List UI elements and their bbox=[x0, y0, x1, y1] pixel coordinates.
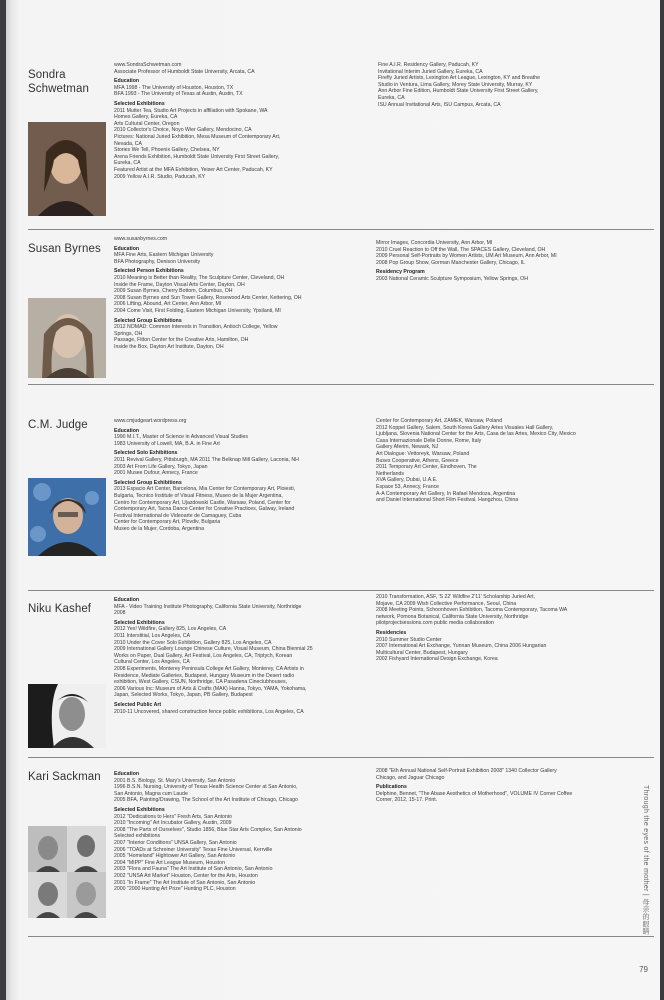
bio-line: BFA Photography, Denison University bbox=[114, 258, 201, 265]
bio-line: BFA 1993 - The University of Texas at Austin, Austin, TX bbox=[114, 91, 243, 98]
bio-line: Chicago, and Jaguar Chicago bbox=[376, 774, 445, 781]
bio-line: pilotprojectsessions.com public media collaboration bbox=[376, 620, 494, 627]
bio-line: Residence, Mediate Galleries, Budapest, Hungary Museum in the Desert radio bbox=[114, 672, 295, 679]
bio-heading: Education bbox=[114, 78, 140, 85]
bio-left-column bbox=[114, 62, 362, 180]
section-divider bbox=[28, 936, 654, 937]
artist-name: Sondra Schwetman bbox=[28, 69, 89, 95]
artist-photo bbox=[28, 684, 106, 748]
bio-heading: Selected Group Exhibitions bbox=[114, 317, 182, 324]
bio-heading: Selected Exhibitions bbox=[114, 100, 165, 107]
artist-section-niku-kashef bbox=[6, 594, 660, 754]
bio-line: Festival International de Videoarte de Camaguey, Cuba bbox=[114, 512, 242, 519]
bio-line: Centro for Contemporary Art, Ujazdowski Castle, Warsaw, Poland, Center for bbox=[114, 499, 291, 506]
artist-photo bbox=[28, 826, 106, 918]
bio-right-column bbox=[376, 240, 640, 283]
bio-line: Inside the Box, Dayton Art Institute, Dayton, OH bbox=[114, 343, 224, 350]
bio-line: 2003 Art From Life Gallery, Tokyo, Japan bbox=[114, 463, 208, 470]
section-divider bbox=[28, 229, 654, 230]
bio-line: 2009 Personal Self-Portraits by Women Artists, UM Art Museum, Ann Arbor, MI bbox=[376, 253, 557, 260]
bio-line: Museo de la Mujer, Cordoba, Argentina bbox=[114, 525, 204, 532]
bio-line: 2008 "Eth Annual National Self-Portrait Exhibition 2008" 1340 Collector Gallery bbox=[376, 768, 557, 774]
bio-line: Art Dialogue: Vettoreyk, Warsaw, Poland bbox=[376, 450, 470, 457]
bio-heading: Education bbox=[114, 597, 140, 603]
bio-heading: Residency Program bbox=[376, 269, 425, 276]
bio-line: 2010 Collector's Choice, Noyo Wier Gallery, Mendocino, CA bbox=[114, 127, 252, 134]
bio-line: Springs, OH bbox=[114, 330, 143, 337]
bio-line: 2004 Come Visit, First Folding, Eastern Michigan University, Ypsilanti, MI bbox=[114, 307, 281, 314]
bio-line: 1990 M.I.T., Master of Science in Advanced Visual Studies bbox=[114, 434, 248, 441]
bio-line: MFA Fine Arts, Eastern Michigan University bbox=[114, 252, 214, 259]
bio-line: 2006 "TOADs at Schreiner University" Texas Fine Universal, Kerrville bbox=[114, 846, 273, 853]
bio-line: Center for Contemporary Art, Plovdiv, Bulgaria bbox=[114, 519, 221, 526]
bio-line: Delphine, Bennet, "The Abase Aesthetics of Motherhood", VOLUME IV Corner Coffee bbox=[376, 790, 573, 797]
bio-line: www.SondraSchwetman.com bbox=[114, 62, 182, 68]
bio-line: network, Pomona Botanical, California State University, Northridge bbox=[376, 613, 529, 620]
artist-photo bbox=[28, 478, 106, 556]
bio-line: Bulgaria, Tecnico Institute of Visual Fitness, Museo de la Mujer Argentina, bbox=[114, 492, 283, 499]
bio-line: 2001 Musee Dufour, Annecy, France bbox=[114, 470, 198, 477]
bio-line: 2005 BFA, Painting/Drawing, The School of the Art Institute of Chicago, Chicago bbox=[114, 797, 298, 804]
bio-line: 1983 University of Lowell, MA, B.A. in Fine Art bbox=[114, 440, 220, 447]
bio-right-column bbox=[376, 418, 644, 504]
bio-line: Ljubljana, Slovenia National Center for the Arts, Casa de las Artes, Mexico City, Mexico bbox=[376, 431, 576, 438]
bio-line: Passage, Fitton Center for the Creative Arts, Hamilton, OH bbox=[114, 337, 249, 344]
bio-line: 1996 B.S.N. Nursing, University of Texas Health Science Center at San Antonio, bbox=[114, 784, 298, 791]
bio-line: 2009 Susan Byrnes, Cherry Bottom, Columbus, OH bbox=[114, 288, 233, 295]
bio-line: MFA - Video Training Institute Photography, California State University, Northridge bbox=[114, 603, 302, 610]
bio-line: 2006 Lifting, Abound, Art Center, Ann Arbor, MI bbox=[114, 301, 222, 308]
bio-line: Firefly Juried Artists, Lexington Art League, Lexington, KY and Breathe bbox=[378, 75, 540, 82]
bio-line: Mirror Images, Concordia University, Ann Arbor, MI bbox=[376, 240, 493, 246]
bio-line: 2010 Transformation, ASF, 'S 22' Wildfire 2'11' Scholarship Juried Art, bbox=[376, 594, 535, 600]
bio-line: 2005 "Homeland" Hightower Art Gallery, San Antonio bbox=[114, 853, 236, 860]
bio-line: Arena Friends Exhibition, Humboldt State University First Street Gallery, bbox=[114, 153, 280, 160]
bio-heading: Education bbox=[114, 245, 140, 252]
bio-left-column bbox=[114, 768, 368, 893]
bio-heading: Selected Exhibitions bbox=[114, 806, 165, 813]
bio-line: 2008 Susan Byrnes and Sun Tower Gallery, Rosewood Arts Center, Kettering, OH bbox=[114, 294, 302, 301]
bio-heading: Residencies bbox=[376, 629, 407, 636]
bio-line: 2004 "MIPP" Fine Art League Museum, Houston bbox=[114, 859, 225, 866]
bio-line: 2006 Various Inc: Museum of Arts & Crafts (MAK) Hanna, Tokyo, YAMA, Yokohama, bbox=[114, 685, 307, 692]
bio-line: 2010-11 Uncovered, shared construction fence public exhibitions, Los Angeles, CA bbox=[114, 708, 304, 715]
bio-line: 2012 Koppel Gallery, Salem, South Korea Gallery Artes Visuales Hall Gallery, bbox=[376, 424, 554, 431]
bio-line: Invitational Interim Juried Gallery, Eureka, CA bbox=[378, 68, 483, 75]
bio-line: Associate Professor of Humboldt State University, Arcata, CA bbox=[114, 68, 255, 75]
bio-heading: Education bbox=[114, 427, 140, 434]
bio-line: A-A Contemporary Art Gallery, In Rafael Mendoza, Argentina bbox=[376, 490, 516, 497]
bio-line: Japan, Selected Works, Tokyo, Japan, PB Gallery, Budapest bbox=[114, 692, 253, 699]
bio-line: Fine A.I.R. Residency Gallery, Paducah, KY bbox=[378, 62, 479, 68]
artist-photo bbox=[28, 298, 106, 378]
bio-line: Ann Arbor Fine Edition, Humboldt State University First Street Gallery, bbox=[378, 88, 539, 95]
vertical-book-title: Through the eyes of the mother | 母亲的眼睛 bbox=[642, 785, 649, 935]
bio-line: 2010 Under the Cover Solo Exhibition, Gallery 825, Los Angeles, CA bbox=[114, 639, 272, 646]
bio-line: Netherlands bbox=[376, 470, 404, 477]
bio-line: 2009 International Gallery Lounge Chinese Culture, Visual Museum, China Biennial 25 bbox=[114, 646, 313, 653]
bio-line: Mojave, CA 2009 Wish Collective Performance, Seoul, China bbox=[376, 600, 517, 607]
bio-line: 2013 Espacio Art Center, Barcelona, Mia Center for Contemporary Art, Ploiesti, bbox=[114, 486, 296, 493]
bio-heading: Selected Exhibitions bbox=[114, 619, 165, 626]
bio-heading: Selected Group Exhibitions bbox=[114, 479, 182, 486]
bio-line: Casa Internazionale Delle Donne, Rome, Italy bbox=[376, 437, 482, 444]
bio-line: www.susanbyrnes.com bbox=[114, 236, 168, 242]
bio-line: and Daniel International Short Film Festival, Hangzhou, China bbox=[376, 497, 519, 504]
bio-line: 2000 "2000 Hunting Art Prize" Hunting PLC, Houston bbox=[114, 886, 236, 893]
bio-heading: Education bbox=[114, 771, 140, 777]
bio-line: 2008 "The Parts of Ourselves", Studio 1856, Blue Star Arts Complex, San Antonio bbox=[114, 826, 302, 833]
artist-name: Kari Sackman bbox=[28, 771, 101, 783]
bio-line: 2002 "UNSA Art Market" Houston, Center for the Arts, Houston bbox=[114, 872, 258, 879]
section-divider bbox=[28, 757, 654, 758]
bio-line: Featured Artist at the MFA Exhibition, Yeiser Art Center, Paducah, KY bbox=[114, 166, 273, 173]
bio-line: MFA 1998 - The University of Houston, Houston, TX bbox=[114, 84, 234, 91]
bio-line: Eureka, CA bbox=[114, 160, 141, 167]
bio-right-column bbox=[376, 594, 642, 663]
bio-line: San Antonio, Magna cum Laude bbox=[114, 790, 188, 797]
page bbox=[6, 0, 660, 1000]
bio-line: Pictures: National Juried Exhibition, Mesa Museum of Contemporary Art, bbox=[114, 133, 281, 140]
bio-line: 2011 Temporary Art Center, Eindhoven, The bbox=[376, 464, 477, 471]
artist-name: C.M. Judge bbox=[28, 419, 88, 431]
bio-line: 2012 Yes! Wildfire, Gallery 825, Los Angeles, CA bbox=[114, 626, 227, 633]
bio-line: 2008 Pop Group Show, Gorman Manchester Gallery, Chicago, IL bbox=[376, 259, 525, 266]
bio-line: 2010 Cruel Reaction to Off the Wall, The SPACES Gallery, Cleveland, OH bbox=[376, 246, 546, 253]
bio-line: 2010 "Incoming" Art Incubator Gallery, Austin, 2009 bbox=[114, 820, 232, 827]
bio-line: XVA Gallery, Dubai, U.A.E. bbox=[376, 477, 438, 484]
bio-line: Selected exhibitions bbox=[114, 833, 161, 840]
bio-left-column bbox=[114, 594, 366, 715]
bio-line: Gallery Aferim, Newark, NJ bbox=[376, 444, 439, 451]
bio-line: Buses Cooperative, Athens, Greece bbox=[376, 457, 459, 464]
bio-line: Eureka, CA bbox=[378, 94, 405, 101]
bio-line: Homes Gallery, Eureka, CA bbox=[114, 114, 178, 121]
bio-line: 2007 "Interior Conditions" UNSA Gallery, San Antonio bbox=[114, 839, 237, 846]
bio-line: Nevada, CA bbox=[114, 140, 142, 147]
artist-section-kari-sackman bbox=[6, 762, 660, 942]
artist-section-cm-judge bbox=[6, 388, 660, 586]
bio-line: 2001 "In Frame" The Art Institute of San Antonio, San Antonio bbox=[114, 879, 256, 886]
bio-line: 2010 Meaning is Better than Reality, The Sculpture Center, Cleveland, OH bbox=[114, 274, 285, 281]
bio-line: 2003 National Ceramic Sculpture Symposium, Yellow Springs, OH bbox=[376, 275, 528, 282]
bio-line: Studio in Ventura, Lima Gallery, Morey State University, Murray, KY bbox=[378, 81, 533, 88]
bio-heading: Selected Solo Exhibitions bbox=[114, 450, 178, 457]
bio-heading: Selected Public Art bbox=[114, 701, 162, 708]
artist-section-susan-byrnes bbox=[6, 234, 660, 384]
artist-name: Niku Kashef bbox=[28, 603, 92, 615]
bio-line: exhibition, West Gallery, CSUN, Northridge, CA Pasadena Cineclubhouses, bbox=[114, 679, 288, 686]
bio-right-column bbox=[378, 62, 640, 108]
artist-photo bbox=[28, 122, 106, 216]
bio-line: 2009 Yellow A.I.R. Studio, Paducah, KY bbox=[114, 173, 206, 180]
bio-line: Contemporary Art, Tacna Dance Center for Creative Practices, Galway, Ireland bbox=[114, 506, 295, 513]
bio-line: 2002 Fishyard International Design Exchange, Korea bbox=[376, 656, 498, 663]
bio-line: 2001 B.S. Biology, St. Mary's University, San Antonio bbox=[114, 777, 236, 784]
bio-line: 2007 International Art Exchange, Yunnan Museum, China 2006 Hungarian bbox=[376, 643, 547, 650]
bio-line: ISU Annual Invitational Arts, ISU Campus, Arcata, CA bbox=[378, 101, 501, 108]
bio-line: 2012 "Dedications to Hers" Fresh Arts, San Antonio bbox=[114, 813, 232, 820]
bio-line: Inside the Frame, Dayton Visual Arts Center, Dayton, OH bbox=[114, 281, 245, 288]
artist-section-sondra-schwetman bbox=[6, 60, 660, 225]
section-divider bbox=[28, 590, 654, 591]
bio-line: Cultural Center, Los Angeles, CA bbox=[114, 659, 190, 666]
bio-line: Corner, 2012, 15-17. Print. bbox=[376, 797, 438, 804]
bio-line: 2003 "Flora and Fauna" The Art Institute of San Antonio, San Antonio bbox=[114, 866, 273, 873]
bio-left-column bbox=[114, 236, 364, 351]
bio-line: Arts Cultural Center, Oregon bbox=[114, 120, 180, 127]
bio-line: 2011 Interstitial, Los Angeles, CA bbox=[114, 632, 191, 639]
bio-line: Espace 53, Annecy, France bbox=[376, 483, 440, 490]
bio-heading: Publications bbox=[376, 784, 407, 791]
bio-line: Works on Paper, Dual Gallery, Art Festival, Los Angeles, CA, Triptych, Korean bbox=[114, 652, 293, 659]
bio-line: 2011 Mutter Tea, Studio Art Projects in affiliation with Spokane, WA bbox=[114, 107, 268, 114]
bio-line: 2008 Meeting Points, Schoonhoven Exhibition, Tacoma Contemporary, Tacoma WA bbox=[376, 607, 568, 614]
page-number: 79 bbox=[639, 965, 648, 974]
bio-line: Multicultural Center, Budapest, Hungary bbox=[376, 649, 468, 656]
bio-line: 2010 Summer Studio Center bbox=[376, 636, 442, 643]
artist-name: Susan Byrnes bbox=[28, 243, 101, 255]
bio-line: 2012 NOMAD: Common Interests in Transition, Antioch College, Yellow bbox=[114, 324, 278, 331]
bio-line: 2008 Experiments, Monterey Peninsula College Art Gallery, Monterey, CA Artists in bbox=[114, 665, 304, 672]
bio-left-column bbox=[114, 418, 366, 533]
bio-line: 2011 Revival Gallery, Pittsburgh, MA 2011 The Belknap Mill Gallery, Laconia, NH bbox=[114, 456, 299, 463]
bio-right-column bbox=[376, 768, 640, 804]
bio-line: Center for Contemporary Art, ZAMEK, Warsaw, Poland bbox=[376, 418, 503, 424]
bio-heading: Selected Person Exhibitions bbox=[114, 268, 184, 275]
section-divider bbox=[28, 384, 654, 385]
bio-line: www.cmjudgeart.wordpress.org bbox=[114, 418, 187, 424]
bio-line: Stories We Tell, Phoenix Gallery, Chelsea, NY bbox=[114, 147, 220, 154]
bio-line: 2008 bbox=[114, 610, 126, 617]
